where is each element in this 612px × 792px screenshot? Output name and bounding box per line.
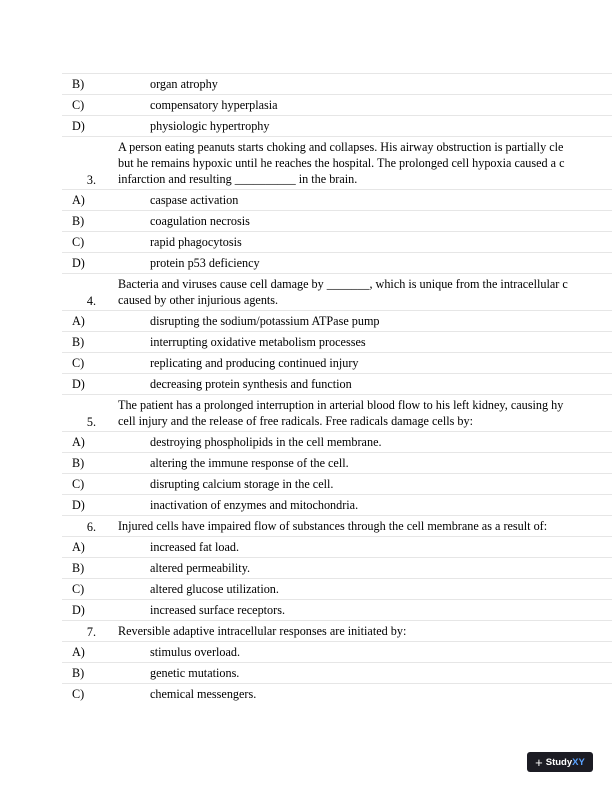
option-text: genetic mutations. <box>150 666 240 680</box>
option-text: increased surface receptors. <box>150 603 285 617</box>
answer-option-row <box>62 452 612 474</box>
option-letter: B) <box>72 214 85 228</box>
question-number: 5. <box>86 415 96 429</box>
option-text: rapid phagocytosis <box>150 235 242 249</box>
answer-option-row <box>62 189 612 211</box>
question-row <box>62 620 612 642</box>
question-number: 6. <box>86 520 96 534</box>
option-letter: D) <box>72 603 85 617</box>
question-text-line: but he remains hypoxic until he reaches the hospital. The prolonged cell hypoxia caused a c <box>118 156 565 170</box>
answer-option-row <box>62 641 612 663</box>
answer-option-row <box>62 373 612 395</box>
option-text: altered glucose utilization. <box>150 582 279 596</box>
badge-study-label: Study <box>545 756 573 768</box>
answer-option-row <box>62 494 612 516</box>
question-text <box>118 397 563 429</box>
option-text: altered permeability. <box>150 561 251 575</box>
option-letter: D) <box>72 119 85 133</box>
option-text: stimulus overload. <box>150 645 241 659</box>
option-text: increased fat load. <box>150 540 239 554</box>
option-letter: D) <box>72 498 85 512</box>
answer-option-row <box>62 662 612 684</box>
question-row <box>62 515 612 537</box>
option-text: protein p53 deficiency <box>150 256 260 270</box>
option-letter: A) <box>72 645 85 659</box>
question-text <box>118 518 547 534</box>
option-text: disrupting calcium storage in the cell. <box>150 477 334 491</box>
studyxy-badge[interactable] <box>527 752 593 772</box>
answer-option-row <box>62 557 612 579</box>
option-text: coagulation necrosis <box>150 214 250 228</box>
option-text: disrupting the sodium/potassium ATPase pump <box>150 314 380 328</box>
question-row <box>62 273 612 311</box>
answer-option-row <box>62 310 612 332</box>
plus-icon: + <box>535 754 543 770</box>
option-letter: A) <box>72 314 85 328</box>
answer-option-row <box>62 331 612 353</box>
option-text: caspase activation <box>150 193 239 207</box>
answer-option-row <box>62 578 612 600</box>
question-text-line: Bacteria and viruses cause cell damage by _______, which is unique from the intracellular c <box>118 277 568 291</box>
option-text: physiologic hypertrophy <box>150 119 270 133</box>
answer-option-row <box>62 252 612 274</box>
question-text-line: caused by other injurious agents. <box>118 293 279 307</box>
question-text-line: Injured cells have impaired flow of substances through the cell membrane as a result of: <box>118 519 548 533</box>
option-letter: D) <box>72 377 85 391</box>
answer-option-row <box>62 73 612 95</box>
question-text-line: cell injury and the release of free radicals. Free radicals damage cells by: <box>118 414 473 428</box>
option-letter: B) <box>72 561 85 575</box>
option-text: decreasing protein synthesis and function <box>150 377 352 391</box>
question-number: 3. <box>86 173 96 187</box>
option-text: chemical messengers. <box>150 687 257 701</box>
answer-option-row <box>62 115 612 137</box>
answer-option-row <box>62 599 612 621</box>
answer-option-row <box>62 352 612 374</box>
option-text: compensatory hyperplasia <box>150 98 278 112</box>
option-letter: C) <box>72 356 85 370</box>
option-letter: D) <box>72 256 85 270</box>
answer-option-row <box>62 683 612 705</box>
option-letter: A) <box>72 193 85 207</box>
option-text: interrupting oxidative metabolism processes <box>150 335 366 349</box>
option-text: inactivation of enzymes and mitochondria. <box>150 498 359 512</box>
answer-option-row <box>62 473 612 495</box>
option-letter: C) <box>72 235 85 249</box>
answer-option-row <box>62 231 612 253</box>
option-letter: B) <box>72 666 85 680</box>
question-row <box>62 136 612 190</box>
badge-xy-label: XY <box>572 756 585 768</box>
option-letter: C) <box>72 687 85 701</box>
answer-option-row <box>62 210 612 232</box>
option-text: destroying phospholipids in the cell membrane. <box>150 435 382 449</box>
option-text: replicating and producing continued injury <box>150 356 359 370</box>
question-text <box>118 623 406 639</box>
option-text: organ atrophy <box>150 77 218 91</box>
option-letter: B) <box>72 335 85 349</box>
option-letter: C) <box>72 98 85 112</box>
option-letter: A) <box>72 540 85 554</box>
question-text-line: infarction and resulting __________ in the brain. <box>118 172 358 186</box>
option-text: altering the immune response of the cell. <box>150 456 349 470</box>
option-letter: A) <box>72 435 85 449</box>
question-number: 4. <box>86 294 96 308</box>
question-text-line: Reversible adaptive intracellular responses are initiated by: <box>118 624 407 638</box>
question-row <box>62 394 612 432</box>
question-text <box>118 139 565 187</box>
answer-option-row <box>62 431 612 453</box>
answer-option-row <box>62 94 612 116</box>
option-letter: B) <box>72 456 85 470</box>
option-letter: C) <box>72 582 85 596</box>
question-text-line: The patient has a prolonged interruption in arterial blood flow to his left kidney, causing hy <box>118 398 564 412</box>
option-letter: C) <box>72 477 85 491</box>
option-letter: B) <box>72 77 85 91</box>
question-number: 7. <box>86 625 96 639</box>
answer-option-row <box>62 536 612 558</box>
question-text <box>118 276 568 308</box>
question-text-line: A person eating peanuts starts choking and collapses. His airway obstruction is partially cle <box>118 140 564 154</box>
